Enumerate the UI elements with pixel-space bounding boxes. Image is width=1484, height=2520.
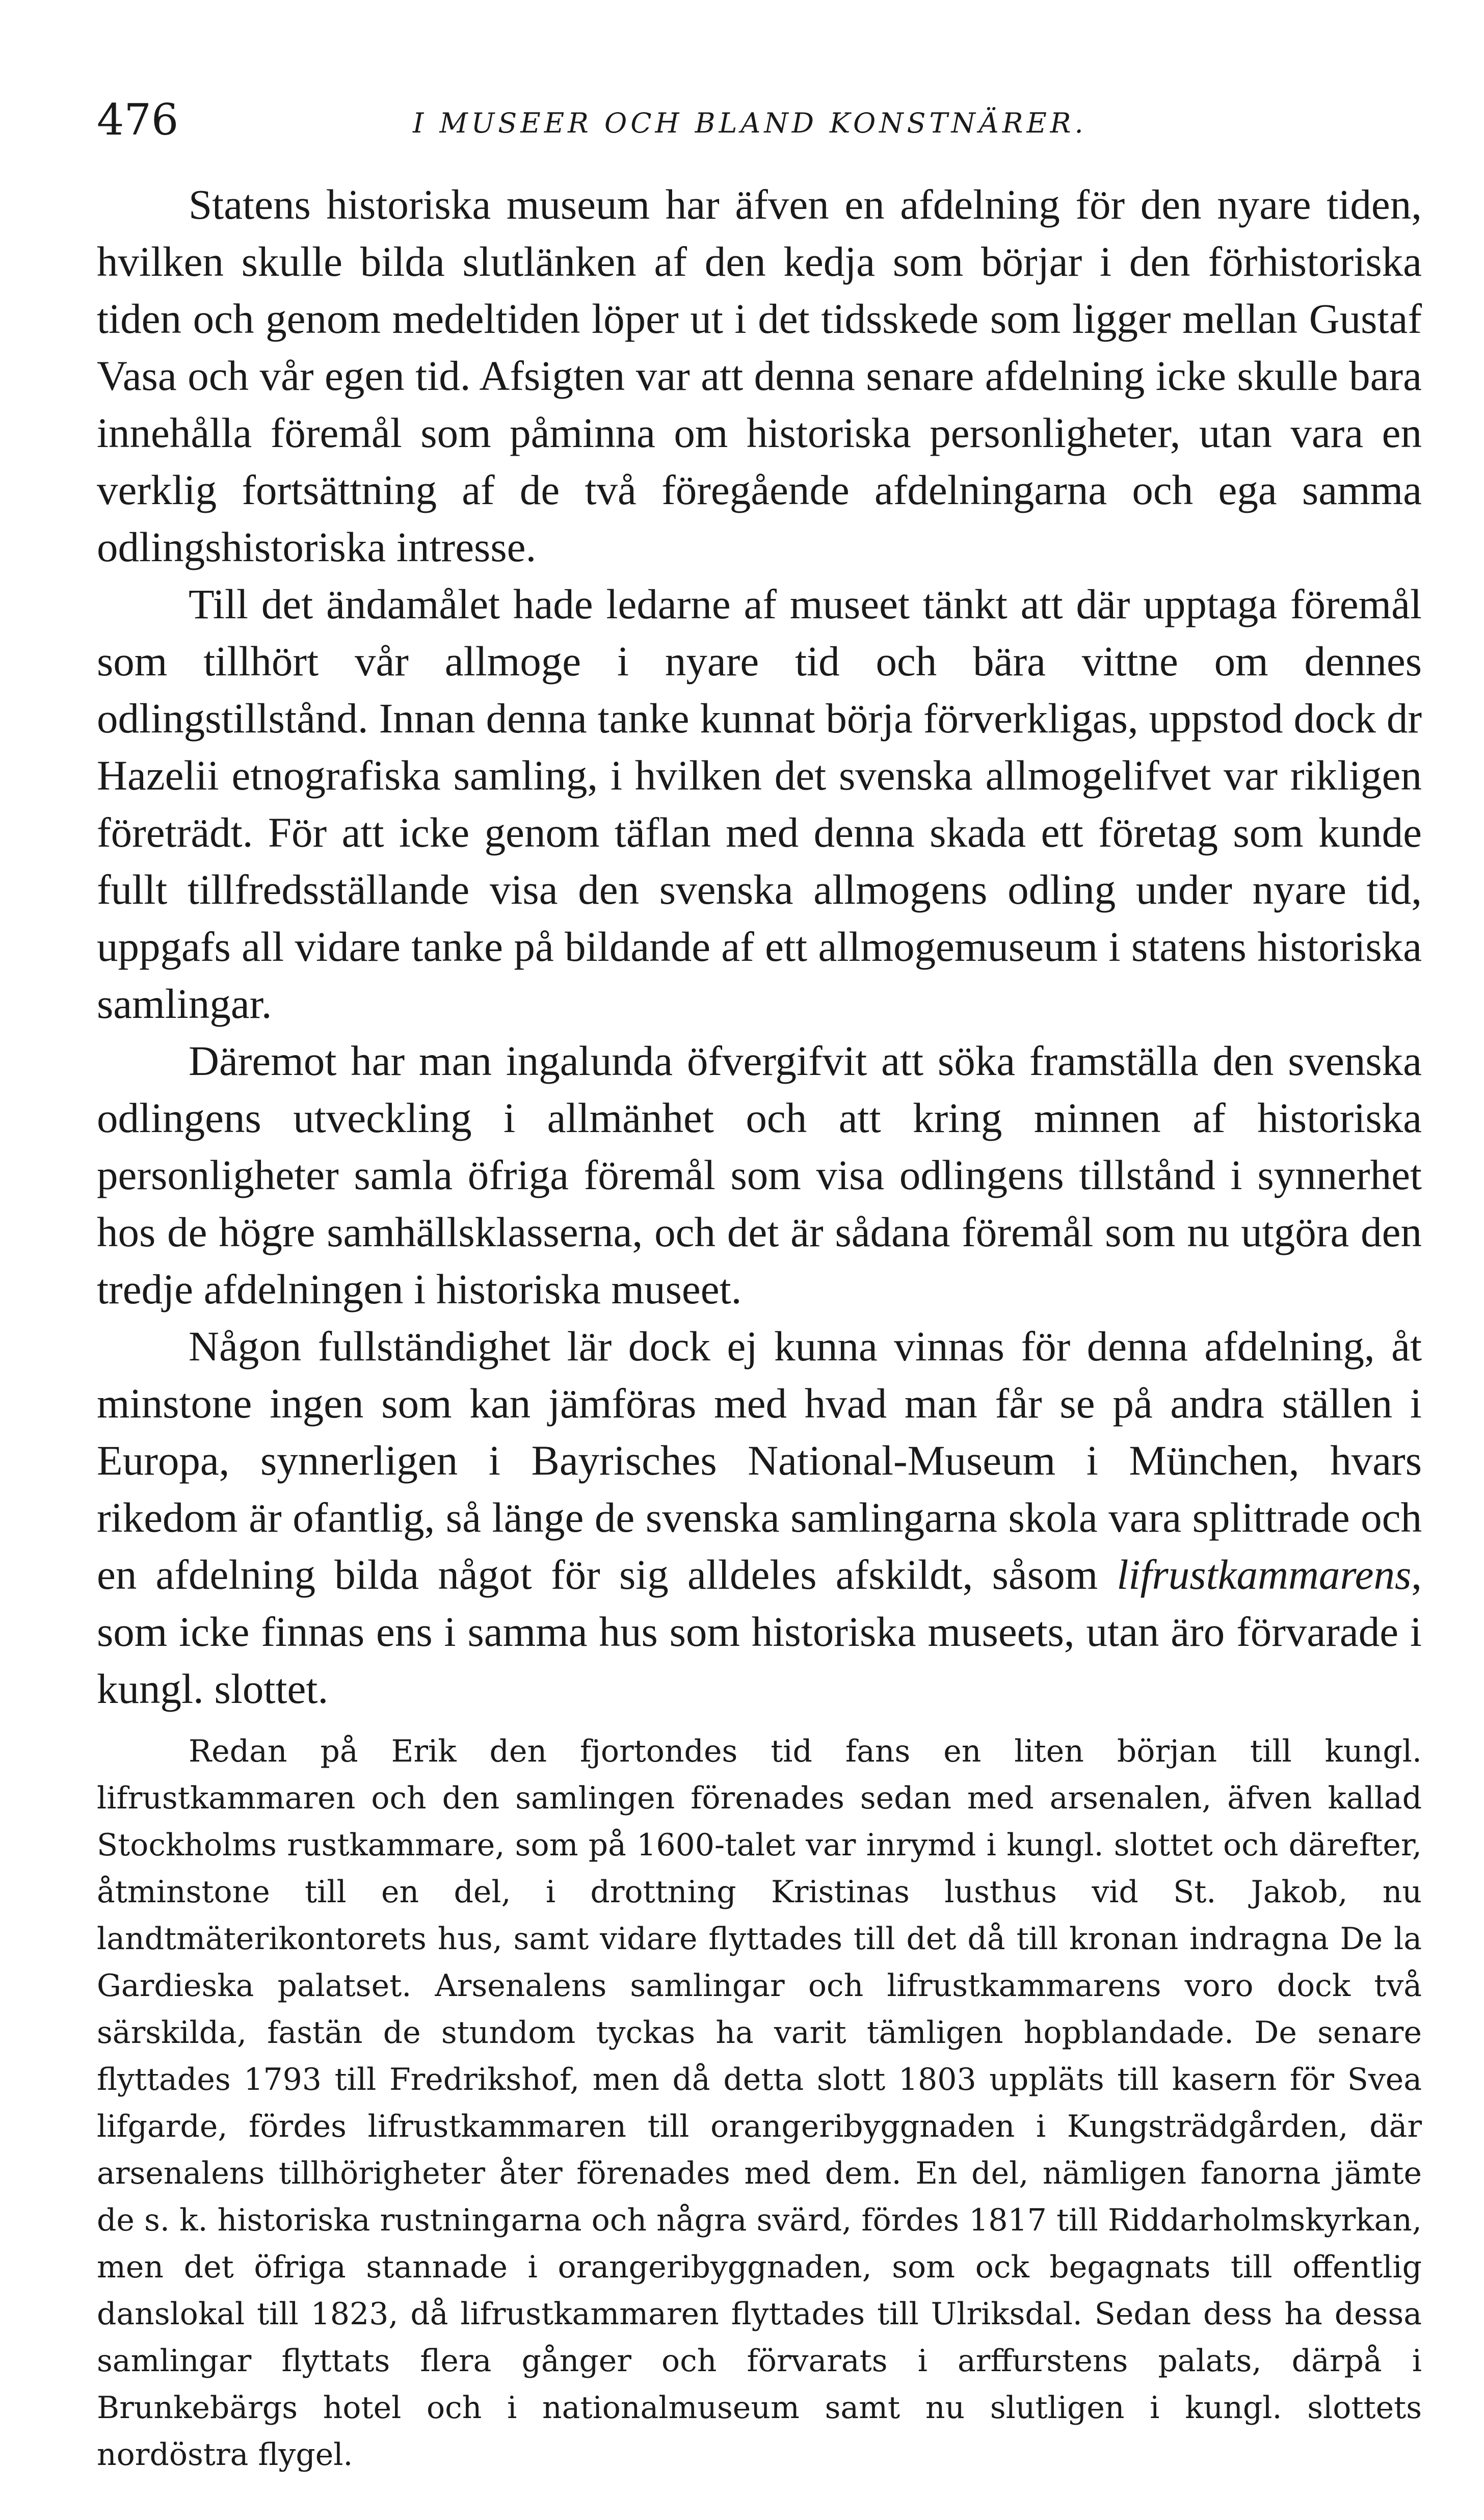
italic-term: lifrustkammarens [1117, 1551, 1412, 1598]
running-title: I MUSEER OCH BLAND KONSTNÄRER. [413, 107, 1087, 139]
paragraph: Däremot har man ingalunda öfvergifvit att söka framställa den svenska odlingens utveckling i allmänhet och att kring minnen af historiska personligheter samla öfriga föremål som visa odlingens tillstånd i synnerhet hos de högre samhällsklasserna, och det är sådana föremål som nu utgöra den tredje afdelningen i historiska museet. [97, 1037, 1422, 1312]
paragraph: Statens historiska museum har äfven en afdelning för den nyare tiden, hvilken skulle bilda slutlänken af den kedja som börjar i den förhistoriska tiden och genom medeltiden löper ut i det tidsskede som ligger mellan Gustaf Vasa och vår egen tid. Afsigten var att denna senare afdelning icke skulle bara innehålla föremål som påminna om historiska personligheter, utan vara en verklig fortsättning af de två föregående afdelningarna och ega samma odlingshistoriska intresse. [97, 181, 1422, 570]
main-text [97, 176, 1422, 1717]
paragraph: Till det ändamålet hade ledarne af museet tänkt att där upptaga föremål som tillhört vår allmoge i nyare tid och bära vittne om dennes odlingstillstånd. Innan denna tanke kunnat börja förverkligas, uppstod dock dr Hazelii etnografiska samling, i hvilken det svenska allmogelifvet var rikligen företrädt. För att icke genom täflan med denna skada ett företag som kunde fullt tillfredsställande visa den svenska allmogens odling under nyare tid, uppgafs all vidare tanke på bildande af ett allmogemuseum i statens historiska samlingar. [97, 581, 1422, 1027]
paragraph-last [97, 1318, 1422, 1717]
footnote: Redan på Erik den fjortondes tid fans en liten början till kungl. lifrustkammaren och den samlingen förenades sedan med arsenalen, äfven kallad Stockholms rustkammare, som på 1600-talet var inrymd i kungl. slottet och därefter, åtminstone till en del, i drottning Kristinas lusthus vid St. Jakob, nu landtmäterikontorets hus, samt vidare flyttades till det då till kronan indragna De la Gardieska palatset. Arsenalens samlingar och lifrustkammarens voro dock två särskilda, fastän de stundom tyckas ha varit tämligen hopblandade. De senare flyttades 1793 till Fredrikshof, men då detta slott 1803 uppläts till kasern för Svea lifgarde, fördes lifrustkammaren till orangeribyggnaden i Kungsträdgården, där arsenalens tillhörigheter åter förenades med dem. En del, nämligen fanorna jämte de s. k. historiska rustningarna och några svärd, fördes 1817 till Riddarholmskyrkan, men det öfriga stannade i orangeribyggnaden, som ock begagnats till offentlig danslokal till 1823, då lifrustkammaren flyttades till Ulriksdal. Sedan dess ha dessa samlingar flyttats flera gånger och förvarats i arffurstens palats, därpå i Brunkebärgs hotel och i nationalmuseum samt nu slutligen i kungl. slottets nordöstra flygel. [97, 1734, 1422, 2473]
page-number: 476 [97, 95, 179, 145]
paragraph-text: , som icke finnas ens i samma hus som historiska museets, utan äro förvarade i kungl. slottet. [97, 1551, 1422, 1712]
paragraph-text: Någon fullständighet lär dock ej kunna vinnas för denna afdelning, åt minstone ingen som kan jämföras med hvad man får se på andra ställen i Europa, synnerligen i Bayrisches National-Museum i München, hvars rikedom är ofantlig, så länge de svenska samlingarna skola vara splittrade och en afdelning bilda något för sig alldeles afskildt, såsom [97, 1323, 1422, 1598]
page-header [97, 92, 1432, 158]
